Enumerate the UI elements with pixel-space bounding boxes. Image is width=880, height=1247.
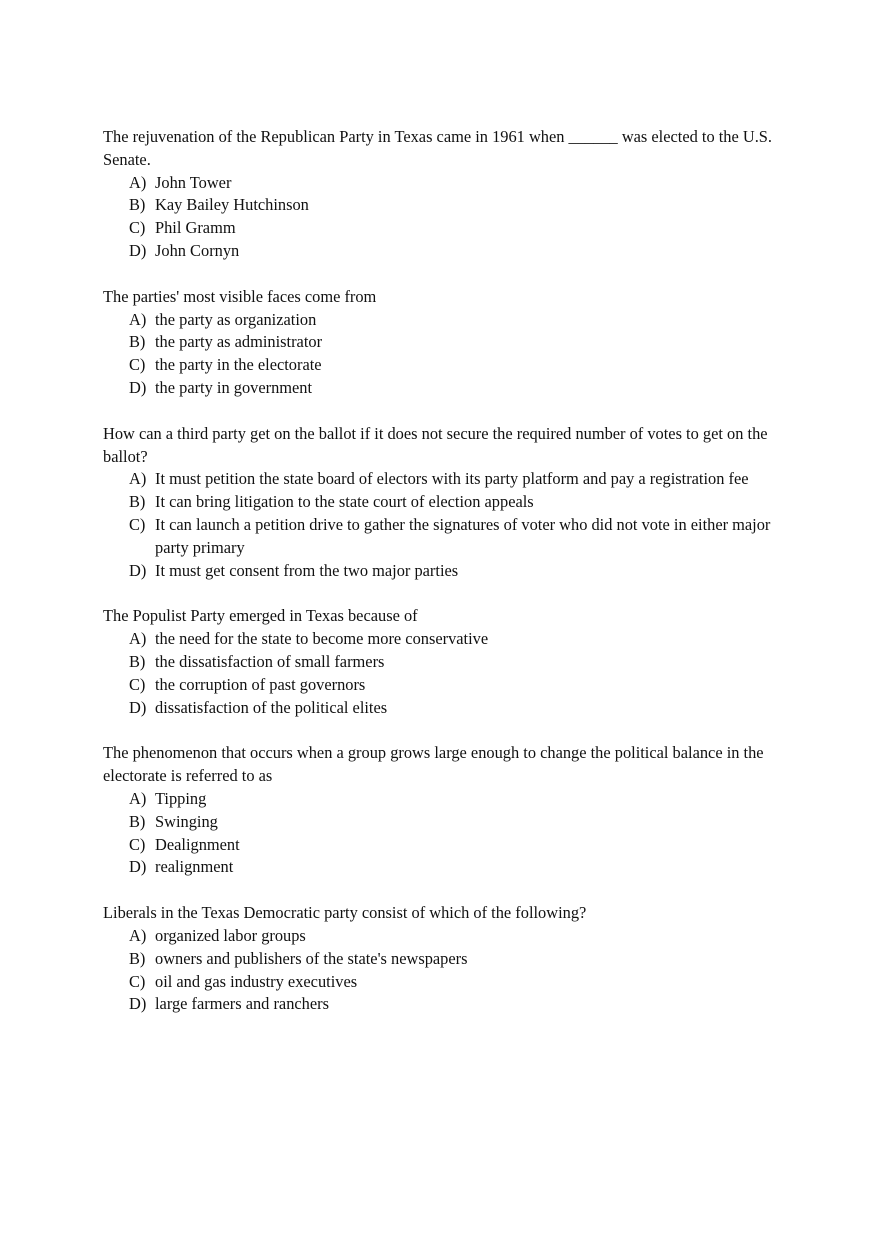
question-2 — [103, 286, 783, 400]
option-text: Kay Bailey Hutchinson — [155, 195, 309, 215]
option-letter: D) — [129, 857, 147, 877]
option-letter: A) — [129, 172, 147, 192]
option-text: the party as organization — [155, 309, 317, 329]
option-letter: A) — [129, 629, 147, 649]
option-text: the corruption of past governors — [155, 674, 366, 694]
option-letter: B) — [129, 492, 146, 512]
option-letter: A) — [129, 309, 147, 329]
option-letter: A) — [129, 469, 147, 489]
option-list — [103, 925, 783, 1016]
option-a — [103, 925, 783, 948]
option-letter: B) — [129, 195, 146, 215]
option-c — [103, 674, 783, 697]
option-d — [103, 856, 783, 879]
option-d — [103, 377, 783, 400]
option-letter: A) — [129, 788, 147, 808]
option-text: Tipping — [155, 788, 207, 808]
option-text: the party as administrator — [155, 332, 323, 352]
option-b — [103, 811, 783, 834]
option-letter: D) — [129, 240, 147, 260]
option-text: It must get consent from the two major parties — [155, 560, 459, 580]
option-letter: D) — [129, 560, 147, 580]
option-text: the dissatisfaction of small farmers — [155, 651, 385, 671]
option-d — [103, 993, 783, 1016]
option-list — [103, 172, 783, 263]
option-text: John Cornyn — [155, 240, 240, 260]
option-text: large farmers and ranchers — [155, 994, 329, 1014]
option-text: realignment — [155, 857, 234, 877]
option-text: the party in government — [155, 377, 313, 397]
option-c — [103, 217, 783, 240]
option-letter: B) — [129, 948, 146, 968]
option-letter: B) — [129, 811, 146, 831]
option-letter: B) — [129, 332, 146, 352]
question-text: Liberals in the Texas Democratic party consist of which of the following? — [103, 903, 587, 923]
option-letter: B) — [129, 651, 146, 671]
option-c — [103, 834, 783, 857]
option-text: oil and gas industry executives — [155, 971, 358, 991]
question-text: How can a third party get on the ballot if it does not secure the required number of votes to get on the ballot? — [103, 423, 768, 466]
question-6 — [103, 902, 783, 1016]
option-text: the need for the state to become more conservative — [155, 629, 489, 649]
option-a — [103, 628, 783, 651]
option-text: It can bring litigation to the state court of election appeals — [155, 492, 534, 512]
option-text: dissatisfaction of the political elites — [155, 697, 388, 717]
option-letter: C) — [129, 514, 146, 534]
option-letter: C) — [129, 834, 146, 854]
option-letter: A) — [129, 925, 147, 945]
question-text: The Populist Party emerged in Texas because of — [103, 606, 418, 626]
option-b — [103, 651, 783, 674]
option-a — [103, 309, 783, 332]
option-letter: D) — [129, 377, 147, 397]
option-c — [103, 354, 783, 377]
option-a — [103, 468, 783, 491]
question-text: The parties' most visible faces come from — [103, 286, 377, 306]
option-text: It must petition the state board of electors with its party platform and pay a registration fee — [155, 469, 749, 489]
option-a — [103, 788, 783, 811]
question-3 — [103, 423, 783, 583]
option-text: the party in the electorate — [155, 355, 322, 375]
option-a — [103, 172, 783, 195]
option-text: Phil Gramm — [155, 218, 236, 238]
option-c — [103, 514, 783, 560]
option-text: Dealignment — [155, 834, 240, 854]
option-letter: D) — [129, 994, 147, 1014]
option-b — [103, 491, 783, 514]
option-b — [103, 948, 783, 971]
option-letter: C) — [129, 674, 146, 694]
option-text: Swinging — [155, 811, 218, 831]
question-text: The phenomenon that occurs when a group grows large enough to change the political balance in the electorate is referred to as — [103, 743, 764, 786]
option-list — [103, 628, 783, 719]
option-letter: C) — [129, 355, 146, 375]
question-1 — [103, 126, 783, 263]
option-letter: D) — [129, 697, 147, 717]
option-list — [103, 788, 783, 879]
option-list — [103, 309, 783, 400]
question-5 — [103, 742, 783, 879]
question-text: The rejuvenation of the Republican Party in Texas came in 1961 when ______ was elected to the U.S. Senate. — [103, 127, 773, 169]
option-text: It can launch a petition drive to gather the signatures of voter who did not vote in either major party primary — [155, 514, 771, 557]
option-text: owners and publishers of the state's newspapers — [155, 948, 468, 968]
option-letter: C) — [129, 971, 146, 991]
option-text: organized labor groups — [155, 925, 306, 945]
option-d — [103, 240, 783, 263]
option-letter: C) — [129, 218, 146, 238]
option-text: John Tower — [155, 172, 232, 192]
option-list — [103, 468, 783, 582]
option-c — [103, 971, 783, 994]
option-b — [103, 194, 783, 217]
option-b — [103, 331, 783, 354]
option-d — [103, 697, 783, 720]
option-d — [103, 560, 783, 583]
question-4 — [103, 605, 783, 719]
document-page — [103, 126, 783, 1039]
